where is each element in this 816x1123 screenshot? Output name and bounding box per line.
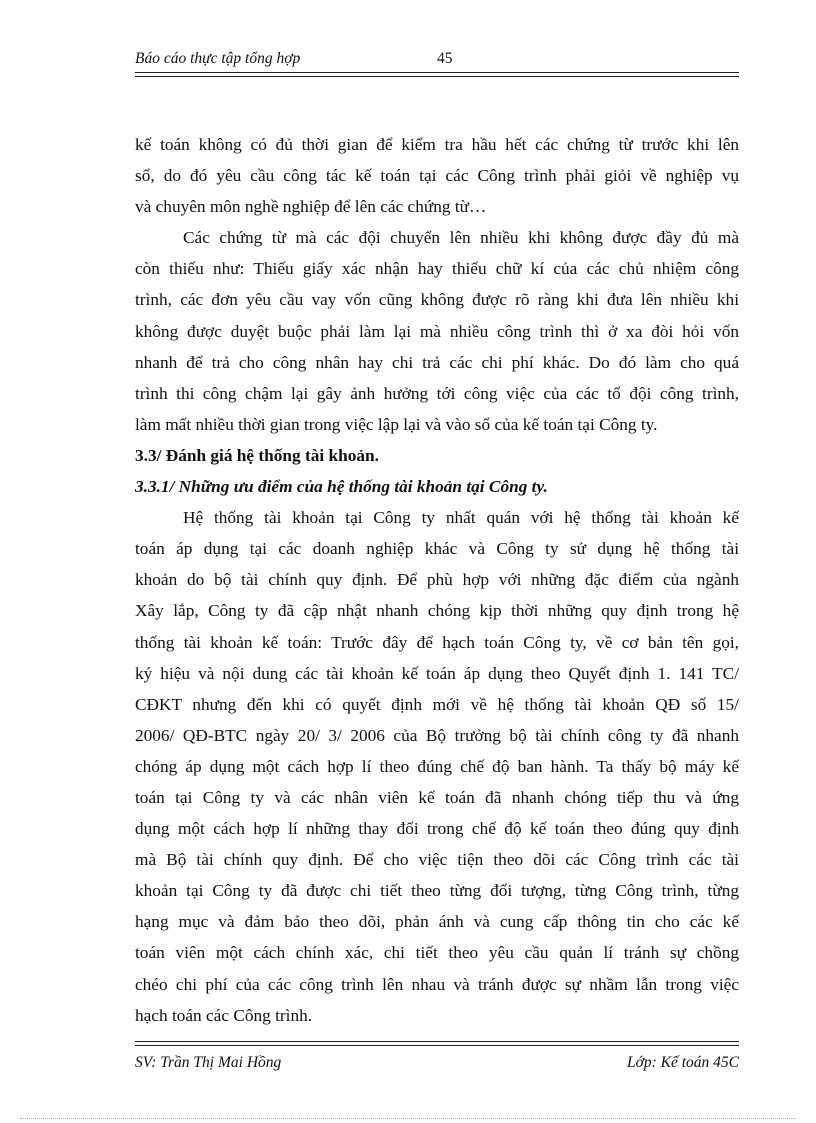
text-line: trình thi công chậm lại gây ảnh hưởng tới công việc của các tổ đội công trình, <box>135 383 739 403</box>
text-line: CĐKT nhưng đến khi có quyết định mới về hệ thống tài khoản QĐ số 15/ <box>135 694 739 714</box>
page-edge-divider <box>20 1118 796 1119</box>
subsection-heading: 3.3.1/ Những ưu điểm của hệ thống tài khoản tại Công ty. <box>135 477 548 497</box>
text-line: toán tại Công ty và các nhân viên kế toán đã nhanh chóng tiếp thu và ứng <box>135 787 739 807</box>
footer-rule <box>135 1041 739 1042</box>
text-line: khoản do bộ tài chính quy định. Để phù hợp với những đặc điểm của ngành <box>135 570 739 590</box>
text-line: hạng mục và đảm bảo theo dõi, phản ánh và cung cấp thông tin cho các kế <box>135 912 739 932</box>
text-line: còn thiếu như: Thiếu giấy xác nhận hay thiếu chữ kí của các chủ nhiệm công <box>135 259 739 279</box>
text-line: toán viên một cách chính xác, chi tiết theo yêu cầu quản lí tránh sự chồng <box>135 943 739 963</box>
header-rule-double <box>135 76 739 77</box>
text-line: hạch toán các Công trình. <box>135 1005 313 1025</box>
paragraph-first-line: Các chứng từ mà các đội chuyển lên nhiều khi không được đầy đủ mà <box>183 228 739 248</box>
text-line: khoản tại Công ty đã được chi tiết theo từng đối tượng, từng Công trình, từng <box>135 881 739 901</box>
text-line: và chuyên môn nghề nghiệp để lên các chứng từ… <box>135 197 487 217</box>
class-name: Lớp: Kế toán 45C <box>626 1054 739 1071</box>
text-line: trình, các đơn yêu cầu vay vốn cũng không được rõ ràng khi đưa lên nhiều khi <box>135 290 739 310</box>
text-line: thống tài khoản kế toán: Trước đây để hạch toán Công ty, về cơ bản tên gọi, <box>135 632 739 652</box>
document-body <box>135 129 739 1031</box>
page-footer <box>135 1054 739 1076</box>
paragraph-first-line: Hệ thống tài khoản tại Công ty nhất quán với hệ thống tài khoản kế <box>183 508 739 528</box>
text-line: chóng áp dụng một cách hợp lí theo đúng chế độ ban hành. Ta thấy bộ máy kế <box>135 756 739 776</box>
text-line: dụng một cách hợp lí những thay đổi trong chế độ kế toán theo đúng quy định <box>135 819 739 839</box>
text-line: chéo chi phí của các công trình lên nhau và tránh được sự nhầm lẫn trong việc <box>135 974 739 994</box>
student-name: SV: Trần Thị Mai Hồng <box>135 1054 282 1071</box>
text-line: ký hiệu và nội dung các tài khoản kế toán áp dụng theo Quyết định 1. 141 TC/ <box>135 663 739 683</box>
text-line: kế toán không có đủ thời gian để kiểm tra hầu hết các chứng từ trước khi lên <box>135 135 739 154</box>
section-heading: 3.3/ Đánh giá hệ thống tài khoản. <box>135 445 379 465</box>
text-line: sổ, do đó yêu cầu công tác kế toán tại các Công trình phải giỏi về nghiệp vụ <box>135 166 739 186</box>
text-line: Xây lắp, Công ty đã cập nhật nhanh chóng kịp thời những quy định trong hệ <box>135 601 739 621</box>
text-line: toán áp dụng tại các doanh nghiệp khác và Công ty sử dụng hệ thống tài <box>135 539 739 559</box>
footer-rule-double <box>135 1045 739 1046</box>
report-title: Báo cáo thực tập tổng hợp <box>135 50 301 67</box>
text-line: không được duyệt buộc phải làm lại mà nhiều công trình thì ở xa đòi hỏi vốn <box>135 321 739 341</box>
text-line: nhanh để trả cho công nhân hay chi trả các chi phí khác. Do đó làm cho quá <box>135 352 739 372</box>
header-rule <box>135 72 739 73</box>
text-line: làm mất nhiều thời gian trong việc lập lại và vào sổ của kế toán tại Công ty. <box>135 414 658 434</box>
page-number: 45 <box>437 50 453 67</box>
text-line: mà Bộ tài chính quy định. Để cho việc tiện theo dõi các Công trình các tài <box>135 850 739 870</box>
text-line: 2006/ QĐ-BTC ngày 20/ 3/ 2006 của Bộ trưởng bộ tài chính công ty đã nhanh <box>135 725 739 745</box>
page-header <box>135 50 739 70</box>
